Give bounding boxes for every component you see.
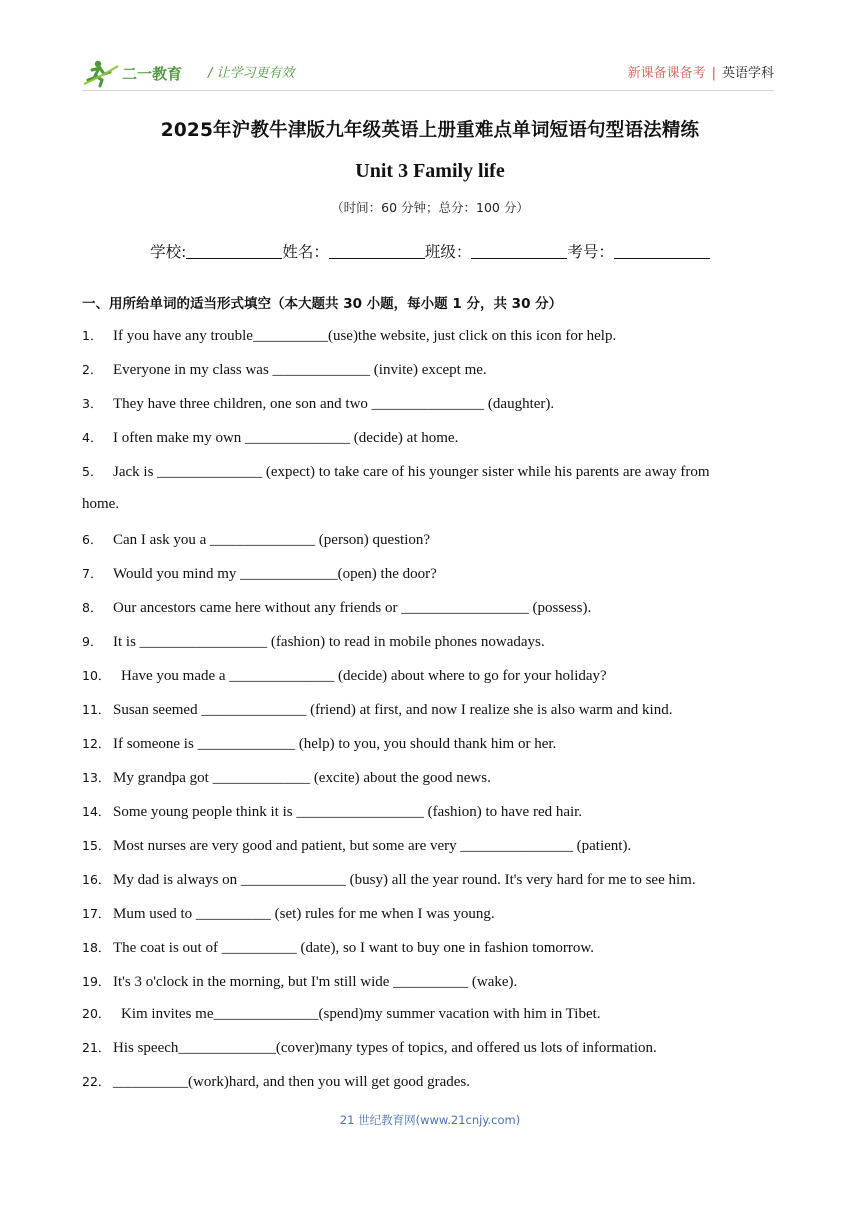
question-number: 16． [82, 872, 111, 887]
question-text: Have you made a ______________ (decide) about where to go for your holiday? [121, 668, 607, 684]
slogan: / 让学习更有效 [208, 66, 295, 81]
question-number: 2． [82, 362, 103, 377]
question-item [82, 734, 556, 753]
school-blank[interactable] [186, 242, 282, 259]
question-item [82, 836, 631, 855]
question-5-continuation: home. [82, 496, 120, 512]
question-text: His speech_____________(cover)many types of topics, and offered us lots of information. [113, 1040, 657, 1056]
question-number: 10． [82, 668, 111, 683]
question-text: Jack is ______________ (expect) to take care of his younger sister while his parents are away from [113, 464, 710, 480]
name-blank[interactable] [329, 242, 425, 259]
question-item [82, 870, 696, 889]
question-item [82, 530, 430, 549]
time-info: （时间：60 分钟；总分：100 分） [331, 200, 529, 215]
question-text: They have three children, one son and two _______________ (daughter). [113, 396, 555, 412]
question-text: If someone is _____________ (help) to you, you should thank him or her. [113, 736, 557, 752]
question-text: Mum used to __________ (set) rules for me when I was young. [113, 906, 495, 922]
question-text: Would you mind my _____________(open) the door? [113, 566, 437, 582]
question-number: 4． [82, 430, 103, 445]
question-item [82, 666, 607, 685]
question-item [82, 564, 437, 583]
question-text: Can I ask you a ______________ (person) question? [113, 532, 431, 548]
question-text: It's 3 o'clock in the morning, but I'm still wide __________ (wake). [113, 974, 518, 990]
question-text: The coat is out of __________ (date), so I want to buy one in fashion tomorrow. [113, 940, 595, 956]
question-text: My dad is always on ______________ (busy) all the year round. It's very hard for me to see him. [113, 872, 696, 888]
question-number: 7． [82, 566, 103, 581]
question-item [82, 326, 616, 345]
header-subject-label: 英语学科 [721, 66, 774, 81]
header-divider [82, 90, 774, 91]
question-number: 12． [82, 736, 111, 751]
question-text: If you have any trouble__________(use)the website, just click on this icon for help. [113, 328, 617, 344]
question-item [82, 394, 554, 413]
question-number: 14． [82, 804, 111, 819]
question-item [82, 802, 582, 821]
question-text: Kim invites me______________(spend)my summer vacation with him in Tibet. [121, 1006, 601, 1022]
question-number: 3． [82, 396, 103, 411]
logo-text: 二一教育 [122, 65, 183, 83]
question-item [82, 462, 709, 481]
name-label: 姓名： [282, 243, 329, 261]
exam-no-label: 考号： [567, 243, 614, 261]
question-text: I often make my own ______________ (decide) at home. [113, 430, 459, 446]
logo [82, 58, 190, 88]
page-header [82, 56, 774, 90]
question-number: 21． [82, 1040, 111, 1055]
runner-icon [84, 61, 118, 86]
question-number: 8． [82, 600, 103, 615]
question-number: 15． [82, 838, 111, 853]
question-number: 9． [82, 634, 103, 649]
class-blank[interactable] [471, 242, 567, 259]
question-text: My grandpa got _____________ (excite) about the good news. [113, 770, 491, 786]
page-title: 2025年沪教牛津版九年级英语上册重难点单词短语句型语法精练 [160, 120, 700, 141]
question-item [82, 972, 517, 991]
question-item [82, 428, 458, 447]
question-number: 22． [82, 1074, 111, 1089]
question-text: Our ancestors came here without any friends or _________________ (possess). [113, 600, 592, 616]
question-text: It is _________________ (fashion) to read in mobile phones nowadays. [113, 634, 545, 650]
question-item [82, 700, 672, 719]
header-course-label: 新课备课备考 [627, 66, 706, 81]
question-text: __________(work)hard, and then you will get good grades. [113, 1074, 471, 1090]
question-item [82, 1072, 470, 1091]
exam-no-blank[interactable] [614, 242, 710, 259]
question-item [82, 938, 594, 957]
question-number: 11． [82, 702, 111, 717]
section-title: 一、用所给单词的适当形式填空（本大题共 30 小题，每小题 1 分，共 30 分） [82, 296, 563, 312]
question-item [82, 1004, 601, 1023]
question-item [82, 904, 495, 923]
school-label: 学校: [150, 243, 187, 261]
page-footer: 21 世纪教育网(www.21cnjy.com) [339, 1113, 521, 1127]
class-label: 班级： [424, 243, 472, 261]
question-text: Most nurses are very good and patient, but some are very _______________ (patient). [113, 838, 632, 854]
header-right [628, 62, 774, 81]
header-separator: | [711, 66, 716, 81]
question-number: 1． [82, 328, 103, 343]
question-number: 13． [82, 770, 111, 785]
question-number: 19． [82, 974, 111, 989]
question-item [82, 1038, 657, 1057]
unit-title: Unit 3 Family life [355, 160, 505, 182]
question-number: 18． [82, 940, 111, 955]
question-item [82, 598, 591, 617]
student-info-fields [0, 240, 860, 262]
question-number: 20． [82, 1006, 111, 1021]
question-number: 5． [82, 464, 103, 479]
question-item [82, 360, 487, 379]
question-item [82, 632, 545, 651]
question-text: Some young people think it is _________________ (fashion) to have red hair. [113, 804, 583, 820]
question-item [82, 768, 491, 787]
question-number: 6． [82, 532, 103, 547]
question-text: Everyone in my class was _____________ (invite) except me. [113, 362, 487, 378]
question-number: 17． [82, 906, 111, 921]
question-text: Susan seemed ______________ (friend) at first, and now I realize she is also warm and kind. [113, 702, 673, 718]
